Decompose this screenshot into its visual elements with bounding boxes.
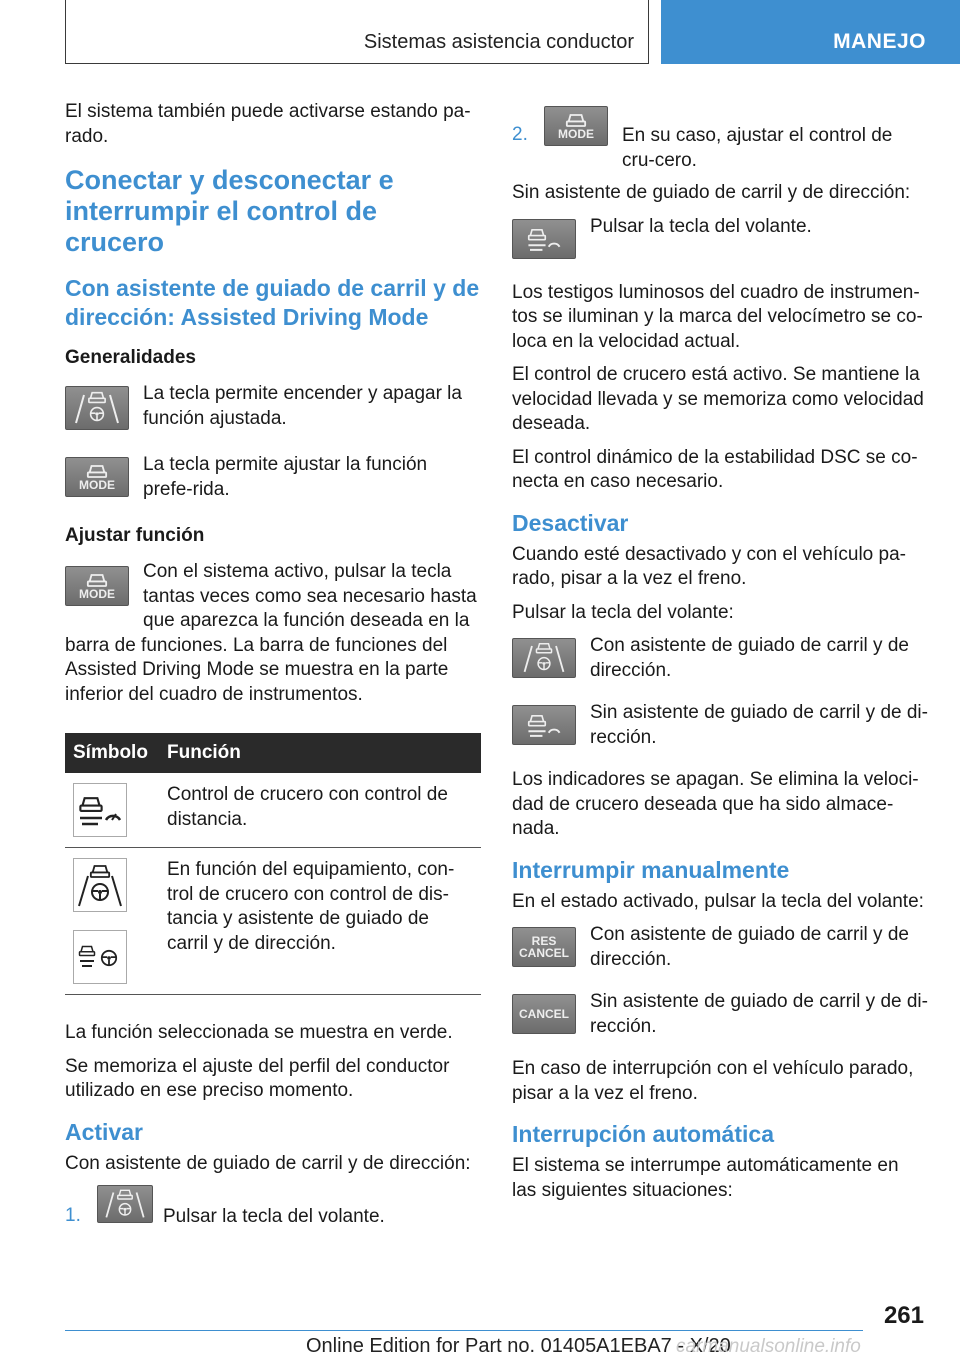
general-item-text: La tecla permite encender y apagar la función ajustada. — [143, 383, 462, 429]
paragraph-dsc: El control dinámico de la estabilidad DSC se co-necta en caso necesario. — [512, 446, 918, 492]
table-row — [65, 848, 481, 995]
assist-steering-button-icon — [65, 386, 129, 430]
mode-button-icon — [544, 106, 608, 146]
selected-function-text: La función seleccionada se muestra en verde. — [65, 1022, 453, 1043]
adjust-text: Con el sistema activo, pulsar la tecla tantas veces como sea necesario hasta que aparezca la función deseada en la barra de funciones. La barra de funciones del Assisted Driving Mode se muestra en la parte inferior del cuadro de instrumentos. — [65, 561, 477, 705]
deactivate-without-assist-row — [512, 701, 928, 750]
cruise-steering-icon — [73, 930, 127, 984]
deactivate-text: Cuando esté desactivado y con el vehículo pa-rado, pisar a la vez el freno. — [512, 543, 906, 589]
table-header-function: Función — [159, 733, 481, 773]
mode-label: MODE — [79, 586, 115, 601]
manual-with-assist-row — [512, 923, 928, 972]
step-text: En su caso, ajustar el control de cru-cero. — [622, 125, 893, 171]
adjust-block — [65, 560, 481, 707]
without-assist-text: Sin asistente de guiado de carril y de di-rección. — [590, 702, 928, 748]
res-cancel-button-icon — [512, 927, 576, 967]
general-item-mode — [65, 453, 481, 502]
with-assist-text: Con asistente de guiado de carril y de dirección. — [590, 635, 909, 681]
footer-divider — [65, 1330, 863, 1331]
mode-button-icon — [65, 566, 129, 606]
page-number: 261 — [883, 1302, 924, 1329]
without-assist-text: Sin asistente de guiado de carril y de di-rección. — [590, 991, 928, 1037]
heading-activate: Activar — [65, 1118, 143, 1145]
deactivate-with-assist-row — [512, 634, 928, 683]
heading-adjust: Ajustar función — [65, 525, 205, 546]
step-number: 2. — [512, 124, 528, 145]
paragraph-active: El control de crucero está activo. Se mantiene la velocidad llevada y se memoriza como velocidad deseada. — [512, 364, 924, 434]
function-table — [65, 733, 481, 995]
paragraph-lights: Los testigos luminosos del cuadro de instrumen-tos se iluminan y la marca del velocímetro se co-loca en la velocidad actual. — [512, 281, 923, 352]
mode-label: MODE — [558, 126, 594, 141]
res-label: RES — [531, 934, 557, 948]
main-heading: Conectar y desconectar e interrumpir el control de crucero — [65, 165, 394, 257]
step-2 — [512, 100, 928, 173]
footer-edition: Online Edition for Part no. 01405A1EBA7 - X/20 — [306, 1335, 731, 1357]
assist-steering-icon — [73, 858, 127, 912]
subheading-assisted-driving: Con asistente de guiado de carril y de dirección: Assisted Driving Mode — [65, 275, 480, 330]
activate-text: Con asistente de guiado de carril y de dirección: — [65, 1152, 471, 1174]
table-cell: Control de crucero con control de distancia. — [159, 773, 481, 848]
watermark: carmanualsonline.info — [676, 1336, 861, 1357]
intro-paragraph: El sistema también puede activarse estando pa-rado. — [65, 101, 471, 147]
left-column — [65, 100, 481, 1240]
auto-interrupt-text: El sistema se interrumpe automáticamente en las siguientes situaciones: — [512, 1155, 899, 1201]
section-title: Sistemas asistencia conductor — [363, 31, 634, 53]
section-header — [65, 0, 649, 64]
heading-manual-interrupt: Interrumpir manualmente — [512, 856, 790, 883]
cancel-label: CANCEL — [519, 1007, 569, 1021]
assist-steering-button-icon — [97, 1185, 153, 1223]
profile-memory-text: Se memoriza el ajuste del perfil del conductor utilizado en ese preciso momento. — [65, 1055, 450, 1101]
manual-interrupt-text: En el estado activado, pulsar la tecla del volante: — [512, 890, 924, 912]
press-wheel-text: Pulsar la tecla del volante: — [512, 601, 734, 623]
step-1 — [65, 1185, 481, 1230]
heading-deactivate: Desactivar — [512, 509, 629, 536]
general-item-text: La tecla permite ajustar la función prefe-rida. — [143, 454, 428, 500]
press-key-row — [512, 215, 928, 259]
cruise-button-icon — [512, 219, 576, 259]
table-row — [65, 773, 481, 848]
manual-without-assist-row — [512, 990, 928, 1039]
cruise-button-icon — [512, 705, 576, 745]
mode-label: MODE — [79, 477, 115, 492]
press-key-text: Pulsar la tecla del volante. — [590, 215, 812, 237]
cancel-label: CANCEL — [519, 946, 569, 960]
table-header-symbol: Símbolo — [65, 733, 159, 773]
assist-steering-button-icon — [512, 638, 576, 678]
chapter-title: MANEJO — [833, 30, 926, 53]
cruise-distance-icon — [73, 783, 127, 837]
stop-text: En caso de interrupción con el vehículo parado, pisar a la vez el freno. — [512, 1058, 914, 1104]
general-item-on-off — [65, 382, 481, 431]
indicators-off-text: Los indicadores se apagan. Se elimina la veloci-dad de crucero deseada que ha sido almace-nada. — [512, 769, 919, 839]
without-assist-text: Sin asistente de guiado de carril y de dirección: — [512, 182, 911, 203]
step-text: Pulsar la tecla del volante. — [163, 1206, 385, 1227]
chapter-tab — [661, 0, 960, 64]
cancel-button-icon — [512, 994, 576, 1034]
step-number: 1. — [65, 1205, 81, 1226]
heading-general: Generalidades — [65, 347, 196, 368]
right-column — [512, 100, 928, 1212]
with-assist-text: Con asistente de guiado de carril y de dirección. — [590, 924, 909, 970]
mode-button-icon — [65, 457, 129, 497]
heading-auto-interrupt: Interrupción automática — [512, 1121, 774, 1147]
table-cell: En función del equipamiento, con-trol de crucero con control de dis-tancia y asistente de guiado de carril y de dirección. — [159, 848, 481, 995]
